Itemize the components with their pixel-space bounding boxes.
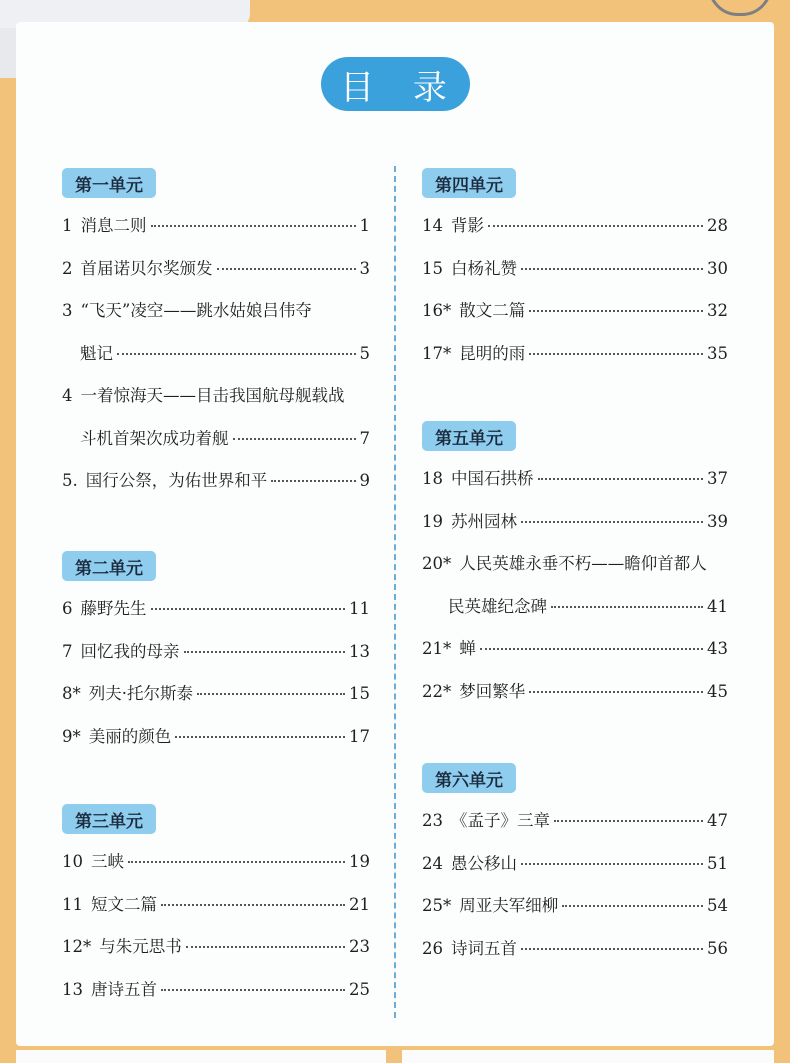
leader-dots bbox=[151, 209, 356, 228]
entry-page-number: 30 bbox=[707, 258, 728, 278]
entry-title: 短文二篇 bbox=[91, 894, 157, 914]
toc-entry[interactable] bbox=[422, 340, 728, 366]
entry-number: 5. bbox=[62, 471, 78, 490]
toc-entry-continuation[interactable] bbox=[448, 593, 728, 619]
leader-dots bbox=[521, 931, 703, 950]
toc-entry[interactable] bbox=[422, 678, 728, 704]
leader-dots bbox=[271, 464, 355, 483]
entry-title: 背影 bbox=[451, 216, 484, 235]
entry-number: 2 bbox=[62, 258, 73, 278]
leader-dots bbox=[529, 674, 703, 693]
entry-number: 7 bbox=[62, 641, 73, 661]
toc-entry[interactable] bbox=[422, 465, 728, 491]
entry-number: 15 bbox=[422, 258, 443, 278]
toc-entry[interactable] bbox=[62, 723, 370, 749]
binder-clip-icon bbox=[708, 0, 772, 16]
entry-number: 20* bbox=[422, 554, 452, 573]
entry-page-number: 45 bbox=[707, 681, 728, 701]
leader-dots bbox=[521, 846, 703, 865]
entry-page-number: 23 bbox=[349, 937, 370, 956]
toc-entry[interactable] bbox=[422, 935, 728, 961]
entry-title: 消息二则 bbox=[80, 216, 147, 235]
entry-title: 苏州园林 bbox=[451, 511, 517, 531]
entry-page-number: 17 bbox=[349, 726, 370, 746]
entry-page-number: 32 bbox=[707, 301, 728, 320]
leader-dots bbox=[480, 632, 703, 651]
leader-dots bbox=[175, 719, 345, 738]
leader-dots bbox=[161, 972, 345, 991]
entry-page-number: 5 bbox=[359, 343, 370, 363]
entry-number: 12* bbox=[62, 937, 92, 956]
toc-entry-continuation[interactable] bbox=[80, 425, 370, 451]
entry-title: 与朱元思书 bbox=[99, 937, 182, 956]
entry-number: 26 bbox=[422, 938, 443, 958]
unit-label: 第三单元 bbox=[62, 804, 156, 834]
entry-page-number: 35 bbox=[707, 343, 728, 363]
toc-entry[interactable] bbox=[422, 635, 728, 661]
entry-number: 8* bbox=[62, 684, 81, 703]
toc-entry[interactable] bbox=[62, 680, 370, 706]
entry-page-number: 3 bbox=[359, 258, 370, 278]
entry-number: 13 bbox=[62, 979, 83, 999]
entry-number: 10 bbox=[62, 852, 83, 871]
entry-title: 梦回繁华 bbox=[459, 681, 526, 701]
entry-number: 25* bbox=[422, 896, 452, 915]
entry-title: 白杨礼赞 bbox=[451, 258, 517, 278]
entry-title-continued: 斗机首架次成功着舰 bbox=[80, 428, 229, 448]
entry-number: 24 bbox=[422, 853, 443, 873]
entry-number: 21* bbox=[422, 639, 452, 658]
entry-title: 回忆我的母亲 bbox=[80, 641, 180, 661]
toc-entry[interactable] bbox=[62, 891, 370, 917]
leader-dots bbox=[538, 462, 704, 481]
entry-title: 诗词五首 bbox=[451, 938, 517, 958]
entry-title: 首届诺贝尔奖颁发 bbox=[80, 258, 213, 278]
toc-entry[interactable] bbox=[62, 382, 370, 408]
entry-number: 16* bbox=[422, 301, 452, 320]
entry-title: 散文二篇 bbox=[459, 301, 526, 320]
leader-dots bbox=[554, 804, 703, 823]
toc-page bbox=[16, 22, 774, 1046]
entry-title-continued: 民英雄纪念碑 bbox=[448, 596, 547, 616]
entry-title: 中国石拱桥 bbox=[451, 469, 534, 488]
entry-page-number: 19 bbox=[349, 852, 370, 871]
toc-entry[interactable] bbox=[422, 297, 728, 323]
entry-number: 18 bbox=[422, 469, 443, 488]
entry-page-number: 41 bbox=[707, 596, 728, 616]
entry-title: 列夫·托尔斯泰 bbox=[88, 684, 193, 703]
toc-entry-continuation[interactable] bbox=[80, 340, 370, 366]
entry-page-number: 54 bbox=[707, 896, 728, 915]
leader-dots bbox=[117, 336, 356, 355]
leader-dots bbox=[233, 421, 356, 440]
leader-dots bbox=[529, 336, 703, 355]
leader-dots bbox=[551, 589, 703, 608]
entry-number: 14 bbox=[422, 216, 443, 235]
leader-dots bbox=[488, 209, 703, 228]
entry-title: 国行公祭，为佑世界和平 bbox=[85, 471, 268, 490]
toc-entry[interactable] bbox=[62, 638, 370, 664]
entry-number: 11 bbox=[62, 894, 83, 914]
toc-entry[interactable] bbox=[422, 508, 728, 534]
entry-page-number: 11 bbox=[349, 599, 370, 618]
toc-entry[interactable] bbox=[62, 297, 370, 323]
toc-entry[interactable] bbox=[422, 212, 728, 238]
entry-page-number: 47 bbox=[707, 811, 728, 830]
page-title: 目 录 bbox=[321, 57, 470, 111]
next-page-edge bbox=[402, 1050, 774, 1063]
entry-number: 1 bbox=[62, 216, 73, 235]
unit-label: 第五单元 bbox=[422, 421, 516, 451]
unit-label: 第四单元 bbox=[422, 168, 516, 198]
next-page-edge bbox=[16, 1050, 386, 1063]
leader-dots bbox=[562, 889, 703, 908]
toc-entry[interactable] bbox=[62, 976, 370, 1002]
entry-page-number: 28 bbox=[707, 216, 728, 235]
entry-page-number: 51 bbox=[707, 853, 728, 873]
entry-title: 三峡 bbox=[91, 852, 124, 871]
entry-page-number: 15 bbox=[349, 684, 370, 703]
leader-dots bbox=[217, 251, 356, 270]
toc-entry[interactable] bbox=[62, 467, 370, 493]
entry-number: 4 bbox=[62, 386, 73, 405]
entry-number: 19 bbox=[422, 511, 443, 531]
toc-entry[interactable] bbox=[422, 807, 728, 833]
entry-number: 23 bbox=[422, 811, 443, 830]
toc-entry[interactable] bbox=[62, 255, 370, 281]
leader-dots bbox=[521, 251, 703, 270]
entry-title: 周亚夫军细柳 bbox=[459, 896, 559, 915]
toc-entry[interactable] bbox=[422, 255, 728, 281]
entry-title: 一着惊海天——目击我国航母舰载战 bbox=[80, 386, 345, 405]
toc-entry[interactable] bbox=[62, 212, 370, 238]
entry-number: 17* bbox=[422, 343, 452, 363]
entry-page-number: 13 bbox=[349, 641, 370, 661]
leader-dots bbox=[151, 592, 346, 611]
leader-dots bbox=[529, 294, 703, 313]
leader-dots bbox=[197, 677, 345, 696]
column-divider bbox=[394, 166, 396, 1018]
entry-number: 9* bbox=[62, 726, 81, 746]
leader-dots bbox=[161, 887, 345, 906]
entry-title: 《孟子》三章 bbox=[451, 811, 550, 830]
entry-title: 愚公移山 bbox=[451, 853, 517, 873]
entry-number: 6 bbox=[62, 599, 73, 618]
toc-entry[interactable] bbox=[62, 848, 370, 874]
toc-entry[interactable] bbox=[422, 550, 728, 576]
leader-dots bbox=[186, 930, 345, 949]
entry-title: “飞天”凌空——跳水姑娘吕伟夺 bbox=[80, 301, 312, 320]
toc-entry[interactable] bbox=[62, 933, 370, 959]
entry-title: 美丽的颜色 bbox=[88, 726, 172, 746]
unit-label: 第六单元 bbox=[422, 763, 516, 793]
entry-page-number: 21 bbox=[349, 894, 370, 914]
entry-title: 人民英雄永垂不朽——瞻仰首都人 bbox=[459, 554, 707, 573]
toc-entry[interactable] bbox=[62, 595, 370, 621]
unit-label: 第一单元 bbox=[62, 168, 156, 198]
entry-title: 藤野先生 bbox=[80, 599, 147, 618]
entry-title: 唐诗五首 bbox=[91, 979, 157, 999]
unit-label: 第二单元 bbox=[62, 551, 156, 581]
entry-number: 22* bbox=[422, 681, 452, 701]
entry-page-number: 37 bbox=[707, 469, 728, 488]
entry-page-number: 39 bbox=[707, 511, 728, 531]
entry-page-number: 9 bbox=[359, 471, 370, 490]
toc-entry[interactable] bbox=[422, 850, 728, 876]
entry-number: 3 bbox=[62, 301, 73, 320]
entry-title-continued: 魁记 bbox=[80, 343, 113, 363]
leader-dots bbox=[128, 845, 345, 864]
leader-dots bbox=[521, 504, 703, 523]
entry-page-number: 25 bbox=[349, 979, 370, 999]
entry-page-number: 7 bbox=[359, 428, 370, 448]
entry-page-number: 56 bbox=[707, 938, 728, 958]
entry-page-number: 1 bbox=[359, 216, 370, 235]
toc-entry[interactable] bbox=[422, 892, 728, 918]
entry-title: 昆明的雨 bbox=[459, 343, 526, 363]
entry-page-number: 43 bbox=[707, 639, 728, 658]
entry-title: 蝉 bbox=[459, 639, 476, 658]
leader-dots bbox=[184, 634, 346, 653]
